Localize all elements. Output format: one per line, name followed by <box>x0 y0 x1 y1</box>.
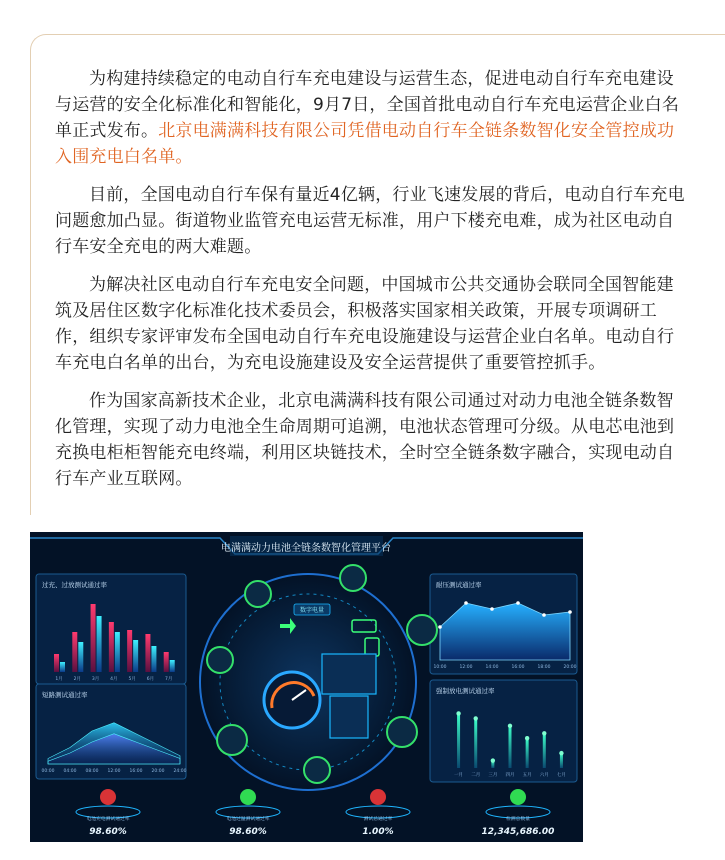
stat-label: 检测总数量 <box>506 817 530 822</box>
bar <box>526 738 529 768</box>
bar-cap <box>559 751 563 755</box>
tick-label: 一月 <box>454 773 464 778</box>
tick-label: 5月 <box>128 677 136 682</box>
tick-label: 五月 <box>522 773 532 778</box>
stat-value: 98.60% <box>89 827 127 837</box>
panel-shortcircuit-title: 短路测试通过率 <box>42 691 88 699</box>
scooter-icon <box>340 565 366 591</box>
bar <box>91 604 96 672</box>
cycle-icon <box>387 717 417 747</box>
paragraph-1 <box>55 66 685 170</box>
bar-cap <box>474 716 478 720</box>
stat-label: 测试总通过率 <box>363 817 393 822</box>
article-body <box>55 66 685 504</box>
dashboard-title: 电满满动力电池全链条数智化管理平台 <box>221 543 391 554</box>
stat-label: 电池充电测试通过率 <box>86 817 130 822</box>
panel-overcharge-title: 过充、过放测试通过率 <box>42 581 107 589</box>
tick-label: 18:00 <box>537 665 551 670</box>
data-point <box>464 601 468 605</box>
bar <box>560 753 563 768</box>
panel-forced-discharge <box>430 680 577 782</box>
tick-label: 04:00 <box>63 769 77 774</box>
tick-label: 24:00 <box>173 769 187 774</box>
paragraph-4: 作为国家高新技术企业，北京电满满科技有限公司通过对动力电池全链条数智化管理，实现了动力电池全生命周期可追溯，电池状态管理可分级。从电芯电池到充换电柜柜智能充电终端，利用区块链技术，全时空全链条数字融合，实现电动自行车产业互联网。 <box>55 391 675 489</box>
tick-label: 2月 <box>73 677 81 682</box>
bar <box>170 660 175 672</box>
bar <box>457 713 460 768</box>
stat-indicator <box>370 789 386 805</box>
tick-label: 6月 <box>146 677 155 682</box>
bar <box>509 726 512 768</box>
paragraph-3: 为解决社区电动自行车充电安全问题，中国城市公共交通协会联同全国智能建筑及居住区数字化标准化技术委员会，积极落实国家相关政策，开展专项调研工作，组织专家评审发布全国电动自行车充电设施建设与运营企业白名单。电动自行车充电白名单的出台，为充电设施建设及安全运营提供了重要管控抓手。 <box>55 275 675 373</box>
dashboard-image <box>30 532 583 842</box>
tick-label: 20:00 <box>563 665 577 670</box>
tick-label: 16:00 <box>129 769 143 774</box>
highlight-text: 北京电满满科技有限公司凭借电动自行车全链条数智化安全管控成功入围充电白名单。 <box>55 121 675 167</box>
panel-pressure-title: 耐压测试通过率 <box>436 581 482 589</box>
bar <box>97 616 102 672</box>
bar <box>78 642 83 672</box>
tick-label: 3月 <box>91 677 100 682</box>
bar-cap <box>491 758 495 762</box>
stat-indicator <box>100 789 116 805</box>
bar <box>115 632 120 672</box>
tick-label: 七月 <box>556 773 566 778</box>
data-point <box>490 607 494 611</box>
cabinet-body <box>330 696 368 738</box>
tick-label: 14:00 <box>485 665 499 670</box>
bar <box>109 622 114 672</box>
data-point <box>516 601 520 605</box>
tick-label: 12:00 <box>107 769 121 774</box>
tick-label: 16:00 <box>511 665 525 670</box>
bike-icon <box>207 647 233 673</box>
tick-label: 三月 <box>488 773 498 778</box>
tick-label: 10:00 <box>433 665 447 670</box>
stats-row <box>76 789 554 837</box>
data-point <box>568 610 572 614</box>
tick-label: 00:00 <box>41 769 55 774</box>
bar-cap <box>542 731 546 735</box>
motorbike-icon <box>407 615 437 645</box>
tick-label: 四月 <box>505 773 515 778</box>
bar <box>164 652 169 672</box>
stat-label: 电池过温测试通过率 <box>226 817 270 822</box>
stat-indicator <box>510 789 526 805</box>
tick-label: 4月 <box>110 677 118 682</box>
stat-value: 12,345,686.00 <box>481 827 555 837</box>
bar <box>543 733 546 768</box>
bar <box>54 654 59 672</box>
data-point <box>438 625 442 629</box>
bar <box>145 634 150 672</box>
data-point <box>542 613 546 617</box>
stat-value: 98.60% <box>229 827 267 837</box>
bar <box>72 632 77 672</box>
tick-label: 二月 <box>471 773 481 778</box>
charging-station-icon <box>304 757 330 783</box>
paragraph-2: 目前，全国电动自行车保有量近4亿辆，行业飞速发展的背后，电动自行车充电问题愈加凸显。街道物业监管充电运营无标准，用户下楼充电难，成为社区电动自行车安全充电的两大难题。 <box>55 185 685 257</box>
bar <box>151 646 156 672</box>
tick-label: 08:00 <box>85 769 99 774</box>
car-icon <box>245 581 271 607</box>
stat-indicator <box>240 789 256 805</box>
tick-label: 7月 <box>165 677 173 682</box>
bar-cap <box>525 736 529 740</box>
tick-label: 1月 <box>55 677 63 682</box>
bar <box>474 718 477 768</box>
bar-cap <box>456 711 460 715</box>
battery-pack-icon <box>217 725 247 755</box>
panel-forced-discharge-title: 强制放电测试通过率 <box>436 687 495 695</box>
tick-label: 20:00 <box>151 769 165 774</box>
hub-label: 数字电量 <box>299 607 325 614</box>
bar-cap <box>508 724 512 728</box>
bar <box>127 630 132 672</box>
bar <box>133 640 138 672</box>
bar <box>60 662 65 672</box>
tick-label: 六月 <box>539 773 549 778</box>
stat-value: 1.00% <box>362 827 394 837</box>
paragraph-1-text: 为构建持续稳定的电动自行车充电建设与运营生态，促进电动自行车充电建设与运营的安全化标准化和智能化，9月7日，全国首批电动自行车充电运营企业白名单正式发布。 <box>55 69 680 141</box>
tick-label: 12:00 <box>459 665 473 670</box>
cabinet-screen <box>322 654 376 694</box>
